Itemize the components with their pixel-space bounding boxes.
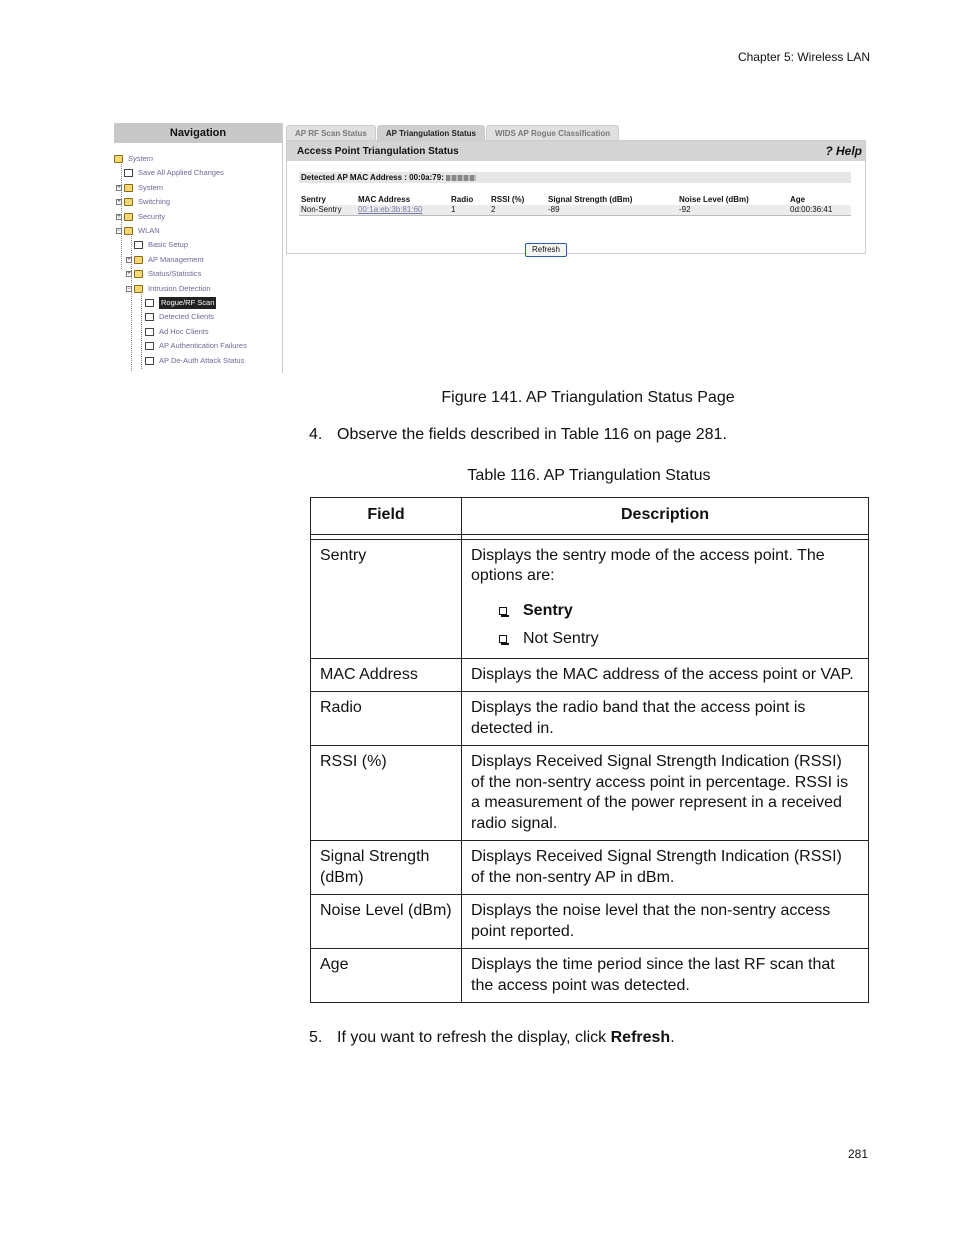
table-row bbox=[311, 746, 869, 841]
tab-wids-ap-rogue-classification[interactable]: WIDS AP Rogue Classification bbox=[486, 125, 619, 141]
page-icon bbox=[145, 313, 154, 321]
option-item bbox=[471, 601, 859, 622]
ui-screenshot bbox=[114, 123, 866, 373]
navigation-pane bbox=[114, 123, 283, 373]
collapse-icon[interactable]: − bbox=[117, 228, 121, 234]
tree-item-detected-clients[interactable]: Detected Clients bbox=[145, 311, 214, 323]
help-link[interactable]: ? Help bbox=[825, 144, 862, 158]
table-row bbox=[311, 841, 869, 895]
page-number: 281 bbox=[847, 1147, 868, 1161]
cell-rssi: 2 bbox=[491, 205, 496, 214]
table-caption: Table 116. AP Triangulation Status bbox=[467, 467, 711, 484]
tree-item-basic-setup[interactable]: Basic Setup bbox=[134, 239, 188, 251]
expand-icon[interactable]: + bbox=[127, 257, 131, 263]
description-cell: Displays the time period since the last RF scan that the access point was detected. bbox=[462, 949, 869, 1003]
tree-item-ap-auth-failures[interactable]: AP Authentication Failures bbox=[145, 340, 247, 352]
content-pane bbox=[286, 123, 866, 373]
description-cell: Displays the MAC address of the access point or VAP. bbox=[462, 658, 869, 692]
tab-ap-triangulation-status[interactable]: AP Triangulation Status bbox=[377, 125, 485, 141]
folder-icon bbox=[124, 198, 133, 206]
table-row bbox=[311, 949, 869, 1003]
folder-icon bbox=[134, 256, 143, 264]
cell-signal-strength: -89 bbox=[548, 205, 560, 214]
header-field: Field bbox=[311, 498, 462, 535]
table-row bbox=[311, 539, 869, 658]
collapse-icon[interactable]: − bbox=[127, 286, 131, 292]
redacted-mac-mask bbox=[446, 175, 476, 181]
step-bold-refresh: Refresh bbox=[610, 1029, 671, 1046]
cell-age: 0d:00:36:41 bbox=[790, 205, 833, 214]
expand-icon[interactable]: + bbox=[117, 214, 121, 220]
figure-caption: Figure 141. AP Triangulation Status Page bbox=[441, 389, 735, 406]
chapter-header: Chapter 5: Wireless LAN bbox=[737, 50, 870, 64]
tree-item-system[interactable]: + System bbox=[117, 183, 164, 192]
tree-item-wlan[interactable]: − WLAN bbox=[117, 226, 160, 235]
table-header-row bbox=[299, 195, 851, 205]
col-sentry: Sentry bbox=[301, 195, 326, 204]
tab-ap-rf-scan-status[interactable]: AP RF Scan Status bbox=[286, 125, 376, 141]
panel-header bbox=[287, 141, 865, 161]
field-cell: MAC Address bbox=[311, 658, 462, 692]
step-5 bbox=[309, 1029, 675, 1047]
tab-bar bbox=[286, 125, 620, 141]
page-icon bbox=[134, 241, 143, 249]
expand-icon[interactable]: + bbox=[117, 185, 121, 191]
col-mac-address: MAC Address bbox=[358, 195, 411, 204]
tree-item-status-statistics[interactable]: + Status/Statistics bbox=[127, 269, 202, 278]
table-row bbox=[311, 658, 869, 692]
field-cell: RSSI (%) bbox=[311, 746, 462, 841]
description-cell: Displays Received Signal Strength Indication (RSSI) of the non-sentry access point in percentage. RSSI is a measurement of the power represent in a received radio signal. bbox=[462, 746, 869, 841]
cell-noise-level: -92 bbox=[679, 205, 691, 214]
col-rssi: RSSI (%) bbox=[491, 195, 525, 204]
table-row[interactable] bbox=[299, 205, 851, 216]
page-icon bbox=[124, 169, 133, 177]
detected-mac-bar bbox=[299, 172, 851, 183]
description-text: Displays the sentry mode of the access point. The options are: bbox=[471, 546, 825, 584]
tree-item-ap-management[interactable]: + AP Management bbox=[127, 255, 204, 264]
checkbox-bullet-icon bbox=[499, 635, 507, 643]
navigation-title: Navigation bbox=[114, 123, 282, 143]
step-number: 4. bbox=[309, 426, 323, 443]
step-text-end: . bbox=[670, 1029, 675, 1046]
scan-results-table bbox=[299, 195, 851, 216]
tree-item-system-root[interactable]: System bbox=[114, 153, 153, 165]
folder-icon bbox=[134, 270, 143, 278]
tree-item-intrusion-detection[interactable]: − Intrusion Detection bbox=[127, 284, 211, 293]
field-cell: Noise Level (dBm) bbox=[311, 895, 462, 949]
page-icon bbox=[145, 328, 154, 336]
checkbox-bullet-icon bbox=[499, 607, 507, 615]
step-number: 5. bbox=[309, 1029, 323, 1046]
folder-icon bbox=[124, 213, 133, 221]
cell-sentry: Non-Sentry bbox=[301, 205, 342, 214]
tree-item-ap-deauth-status[interactable]: AP De-Auth Attack Status bbox=[145, 355, 244, 367]
col-noise-level: Noise Level (dBm) bbox=[679, 195, 749, 204]
field-cell: Radio bbox=[311, 692, 462, 746]
folder-icon bbox=[124, 184, 133, 192]
tree-item-rogue-rf-scan[interactable]: Rogue/RF Scan bbox=[145, 297, 216, 309]
panel-title: Access Point Triangulation Status bbox=[297, 145, 459, 157]
field-cell: Signal Strength (dBm) bbox=[311, 841, 462, 895]
cell-radio: 1 bbox=[451, 205, 456, 214]
step-text: If you want to refresh the display, click bbox=[337, 1029, 611, 1046]
table-row bbox=[311, 692, 869, 746]
refresh-button[interactable]: Refresh bbox=[525, 243, 567, 257]
folder-open-icon bbox=[124, 227, 133, 235]
folder-open-icon bbox=[114, 155, 123, 163]
step-text: Observe the fields described in Table 116 on page 281. bbox=[337, 426, 727, 443]
folder-open-icon bbox=[134, 285, 143, 293]
expand-icon[interactable]: + bbox=[127, 271, 131, 277]
fields-table bbox=[310, 497, 869, 1003]
table-header-row bbox=[311, 498, 869, 535]
detected-mac-label: Detected AP MAC Address : 00:0a:79: bbox=[301, 173, 444, 182]
field-cell: Sentry bbox=[311, 539, 462, 658]
description-cell bbox=[462, 539, 869, 658]
expand-icon[interactable]: + bbox=[117, 199, 121, 205]
description-cell: Displays Received Signal Strength Indication (RSSI) of the non-sentry AP in dBm. bbox=[462, 841, 869, 895]
status-panel bbox=[286, 140, 866, 254]
option-item bbox=[471, 629, 859, 650]
page-icon bbox=[145, 342, 154, 350]
field-cell: Age bbox=[311, 949, 462, 1003]
col-signal-strength: Signal Strength (dBm) bbox=[548, 195, 633, 204]
tree-item-ad-hoc-clients[interactable]: Ad Hoc Clients bbox=[145, 326, 209, 338]
page-icon bbox=[145, 299, 154, 307]
tree-item-security[interactable]: + Security bbox=[117, 212, 166, 221]
page-icon bbox=[145, 357, 154, 365]
step-4 bbox=[309, 426, 727, 444]
col-radio: Radio bbox=[451, 195, 474, 204]
col-age: Age bbox=[790, 195, 806, 204]
table-row bbox=[311, 895, 869, 949]
tree-item-save-changes[interactable]: Save All Applied Changes bbox=[124, 167, 224, 179]
cell-mac-address-link[interactable]: 00:1a:eb:3b:81:60 bbox=[358, 205, 423, 214]
tree-item-switching[interactable]: + Switching bbox=[117, 197, 171, 206]
option-label: Sentry bbox=[523, 601, 573, 619]
header-description: Description bbox=[462, 498, 869, 535]
description-cell: Displays the noise level that the non-sentry access point reported. bbox=[462, 895, 869, 949]
description-cell: Displays the radio band that the access point is detected in. bbox=[462, 692, 869, 746]
option-label: Not Sentry bbox=[523, 630, 599, 647]
